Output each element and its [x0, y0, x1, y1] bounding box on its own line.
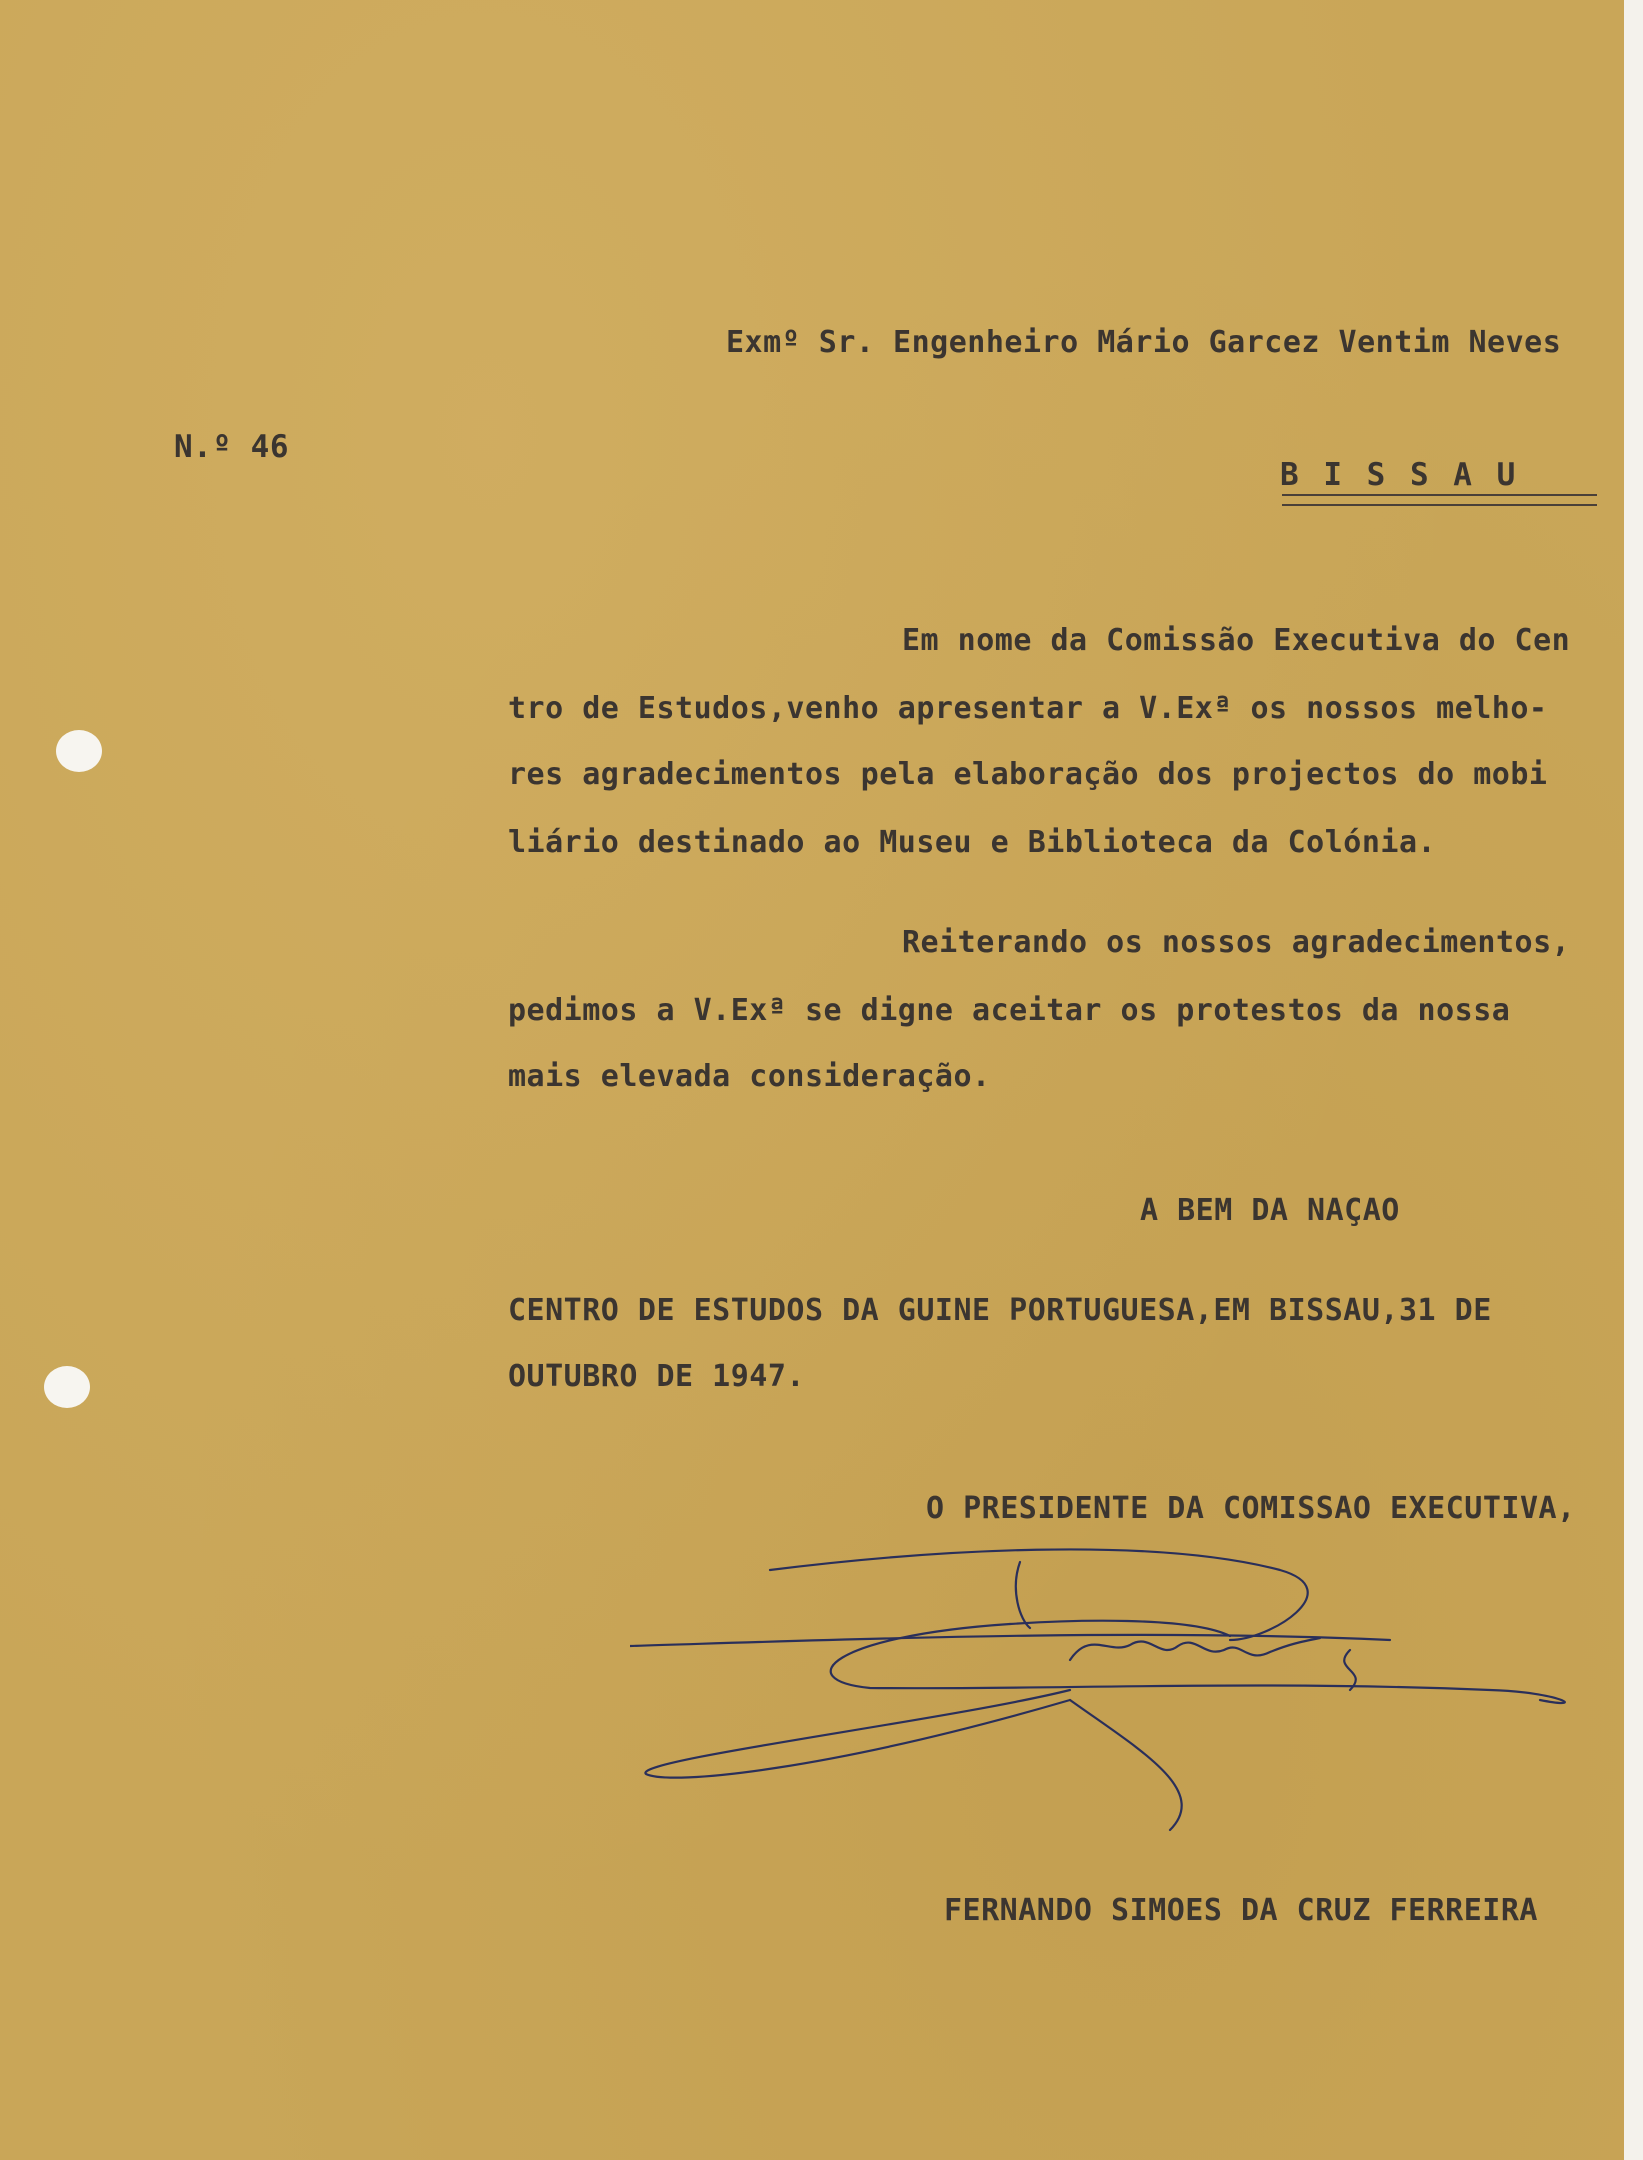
body-line-1: Em nome da Comissão Executiva do Cen — [902, 623, 1571, 658]
body-line-7: mais elevada consideração. — [508, 1059, 991, 1094]
scan-margin — [1624, 0, 1643, 2160]
body-line-2: tro de Estudos,venho apresentar a V.Exª os nossos melho- — [508, 691, 1548, 726]
date-line-1: CENTRO DE ESTUDOS DA GUINE PORTUGUESA,EM BISSAU,31 DE — [508, 1293, 1492, 1328]
signatory-name: FERNANDO SIMOES DA CRUZ FERREIRA — [944, 1893, 1538, 1928]
signatory-title: O PRESIDENTE DA COMISSAO EXECUTIVA, — [926, 1491, 1576, 1526]
recipient-line: Exmº Sr. Engenheiro Mário Garcez Ventim Neves — [726, 325, 1562, 360]
motto: A BEM DA NAÇAO — [1140, 1193, 1400, 1228]
body-line-5: Reiterando os nossos agradecimentos, — [902, 925, 1571, 960]
place-underline — [1282, 494, 1597, 506]
letter-number: N.º 46 — [174, 429, 289, 465]
handwritten-signature — [630, 1540, 1630, 1840]
place-heading: B I S S A U — [1280, 457, 1519, 493]
date-line-2: OUTUBRO DE 1947. — [508, 1359, 805, 1394]
body-line-3: res agradecimentos pela elaboração dos projectos do mobi — [508, 757, 1548, 792]
body-line-4: liário destinado ao Museu e Biblioteca da Colónia. — [508, 825, 1437, 860]
body-line-6: pedimos a V.Exª se digne aceitar os protestos da nossa — [508, 993, 1511, 1028]
punch-hole-bottom — [44, 1366, 90, 1408]
punch-hole-top — [56, 730, 102, 772]
